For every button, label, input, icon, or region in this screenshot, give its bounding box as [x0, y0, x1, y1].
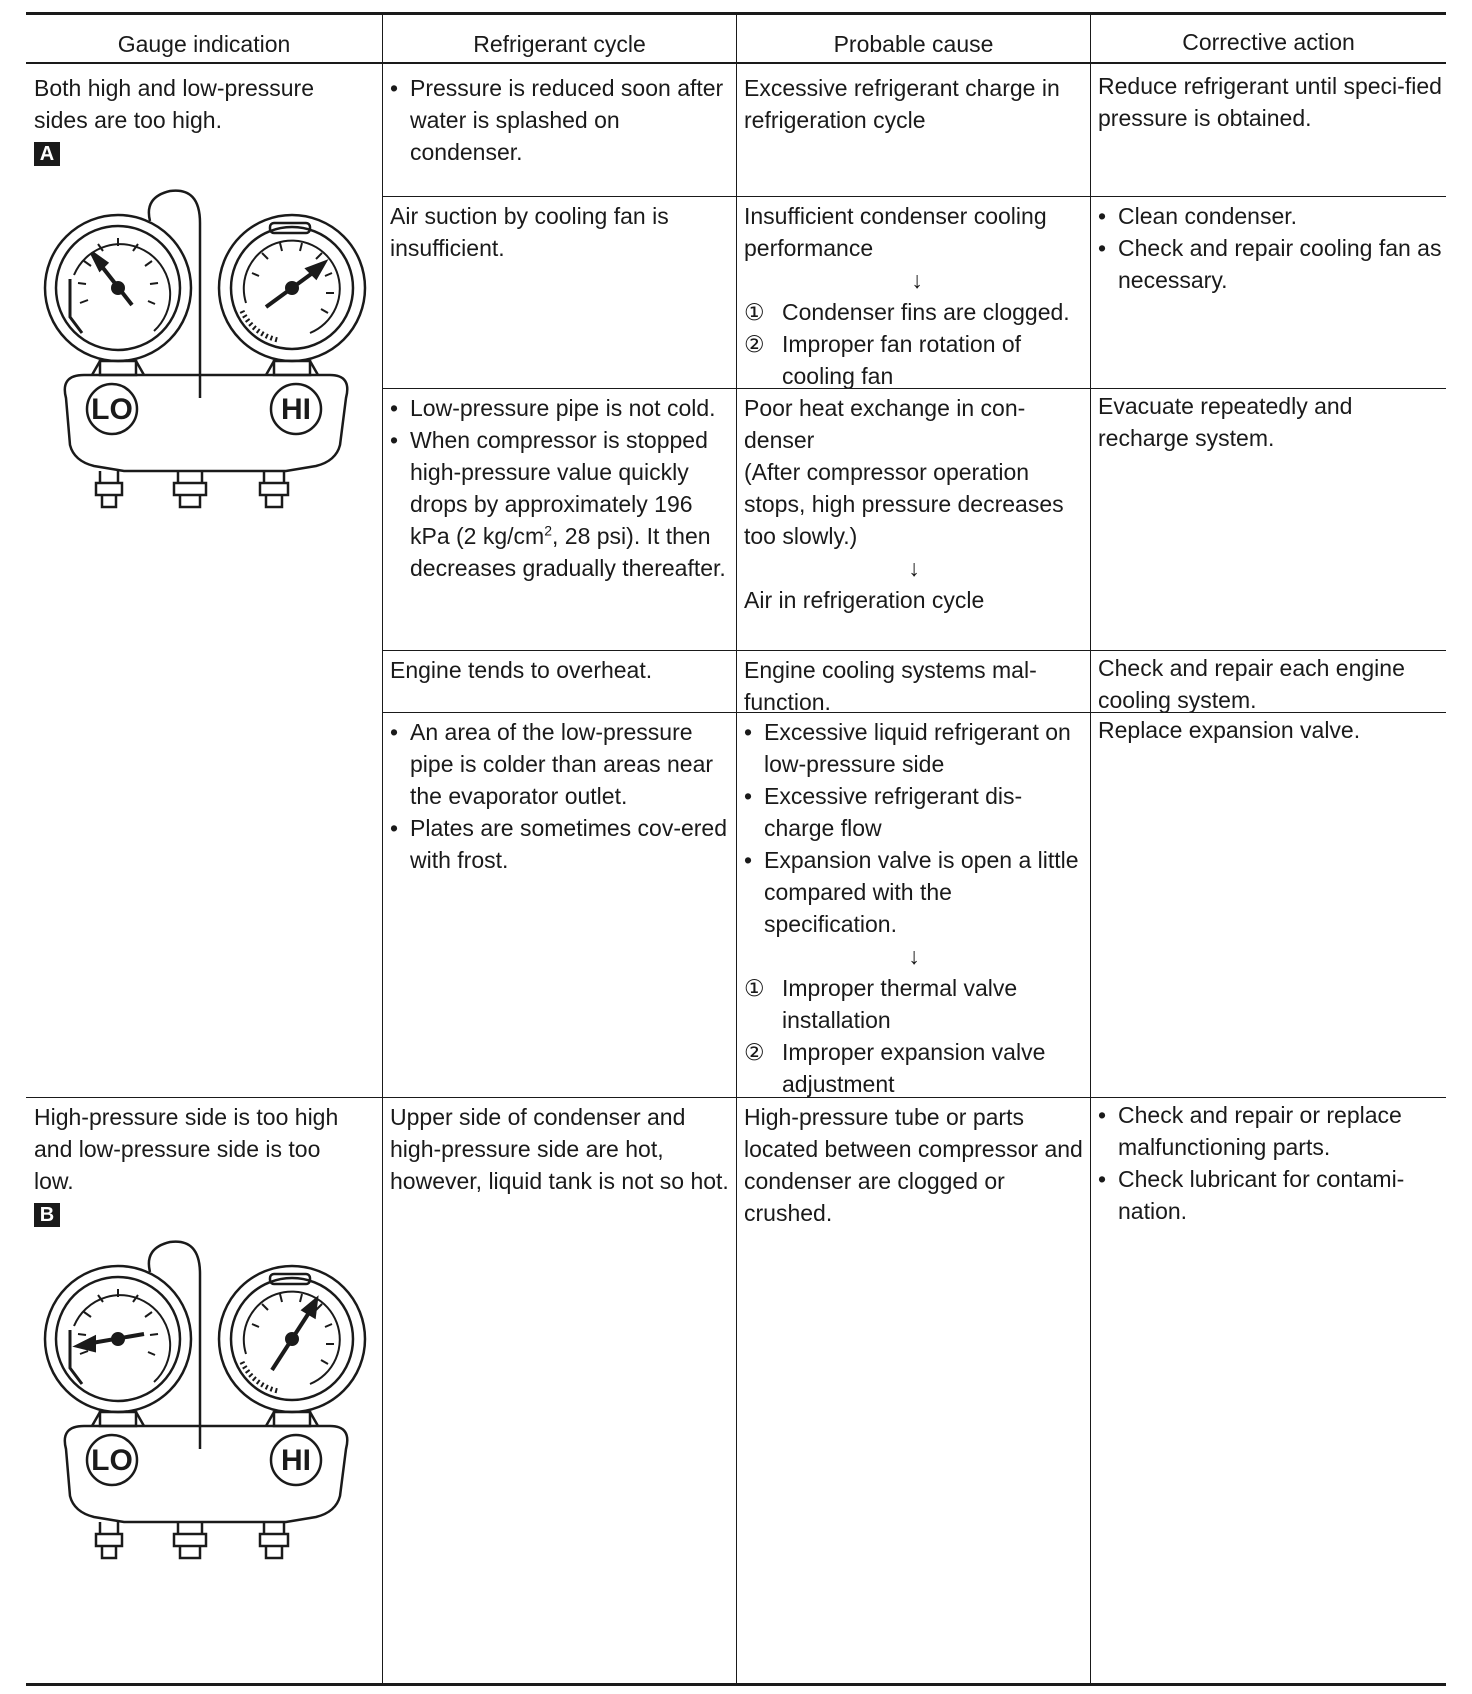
lo-label: LO: [91, 393, 133, 426]
corrective-action-cell: [1098, 1099, 1443, 1227]
list-item: • Low-pressure pipe is not cold.: [390, 395, 716, 421]
arrow-down: ↓: [911, 267, 923, 293]
probable-cause-cell: Poor heat exchange in con-denser (After compressor operation stops, high pressure decreases too slowly.) ↓ Air in refrigeration cycle: [744, 392, 1084, 616]
refrigerant-cycle-cell: Engine tends to overheat.: [390, 657, 653, 683]
list-item: • When compressor is stopped high-pressure value quickly drops by approximately 196 kPa (2 $kg/cm^2$, 28 psi). It then decreases gradually thereafter.: [390, 427, 726, 581]
hi-gauge-ticks: [252, 243, 334, 313]
hi-label: HI: [281, 393, 311, 426]
probable-cause-cell: Engine cooling systems mal-function.: [744, 657, 1037, 715]
hi-label: HI: [281, 1444, 311, 1477]
probable-cause-cell: Insufficient condenser cooling performance ↓ ① Condenser fins are clogged. ② Improper fan rotation of cooling fan: [744, 200, 1090, 392]
label-badge-b: B: [34, 1203, 60, 1227]
hi-gauge-needle: [266, 263, 324, 307]
gauge-hose: [149, 1242, 200, 1449]
column-divider: [382, 12, 383, 1686]
list-item: • Check and repair cooling fan as necessary.: [1098, 235, 1442, 293]
lo-gauge-needle: [78, 1334, 144, 1350]
corrective-action-cell: Reduce refrigerant until speci-fied pressure is obtained.: [1098, 73, 1442, 131]
hi-gauge-needle: [272, 1300, 316, 1370]
list-item: • Pressure is reduced soon after water is splashed on condenser.: [390, 75, 724, 165]
arrow-down: ↓: [908, 555, 920, 581]
lo-label: LO: [91, 1444, 133, 1477]
refrigerant-cycle-cell: [390, 72, 730, 168]
corrective-action-cell: Evacuate repeatedly and recharge system.: [1098, 393, 1353, 451]
header-corrective-action: Corrective action: [1182, 29, 1355, 55]
probable-cause-cell: [744, 716, 1084, 1100]
list-item: • Excessive liquid refrigerant on low-pressure side: [744, 719, 1071, 777]
gauge-indication-text: High-pressure side is too high and low-pressure side is too low.: [34, 1104, 339, 1194]
probable-cause-cell: High-pressure tube or parts located between compressor and condenser are clogged or crushed.: [744, 1104, 1083, 1226]
list-item: • Check lubricant for contami-nation.: [1098, 1166, 1405, 1224]
manifold-gauge-b-illustration: [40, 1234, 370, 1604]
corrective-action-cell: Replace expansion valve.: [1098, 717, 1361, 743]
list-item: • Expansion valve is open a little compared with the specification.: [744, 847, 1079, 937]
list-item: ② Improper expansion valve adjustment: [744, 1039, 1046, 1097]
corrective-action-cell: [1098, 200, 1443, 296]
header-gauge-indication: Gauge indication: [117, 31, 291, 57]
list-item: ② Improper fan rotation of cooling fan: [744, 331, 1022, 389]
arrow-down: ↓: [908, 943, 920, 969]
header-refrigerant-cycle: Refrigerant cycle: [473, 31, 646, 57]
list-item: • An area of the low-pressure pipe is colder than areas near the evaporator outlet.: [390, 719, 714, 809]
lo-gauge-needle: [92, 253, 132, 305]
gauge-indication-b: [34, 1101, 364, 1229]
refrigerant-cycle-cell: Upper side of condenser and high-pressure side are hot, however, liquid tank is not so hot.: [390, 1104, 729, 1194]
probable-cause-cell: Excessive refrigerant charge in refrigeration cycle: [744, 75, 1060, 133]
label-badge-a: A: [34, 142, 60, 166]
hi-gauge-ticks: [252, 1294, 334, 1364]
list-item: • Excessive refrigerant dis-charge flow: [744, 783, 1023, 841]
list-item: • Plates are sometimes cov-ered with frost.: [390, 815, 728, 873]
gauge-hose: [149, 191, 200, 398]
list-item: ① Condenser fins are clogged.: [744, 299, 1070, 325]
list-item: ① Improper thermal valve installation: [744, 975, 1018, 1033]
header-probable-cause: Probable cause: [833, 31, 994, 57]
gauge-indication-text: Both high and low-pressure sides are too high.: [34, 75, 314, 133]
refrigerant-cycle-cell: [390, 392, 730, 584]
row-divider: [383, 196, 1446, 197]
corrective-action-cell: Check and repair each engine cooling system.: [1098, 655, 1405, 713]
manifold-gauge-a-illustration: [40, 183, 370, 548]
list-item: • Clean condenser.: [1098, 203, 1298, 229]
gauge-indication-a: [34, 72, 364, 168]
list-item: • Check and repair or replace malfunctioning parts.: [1098, 1102, 1402, 1160]
refrigerant-cycle-cell: Air suction by cooling fan is insufficient.: [390, 203, 669, 261]
column-divider: [736, 12, 737, 1686]
row-divider: [383, 650, 1446, 651]
refrigerant-cycle-cell: [390, 716, 730, 876]
column-divider: [1090, 12, 1091, 1686]
